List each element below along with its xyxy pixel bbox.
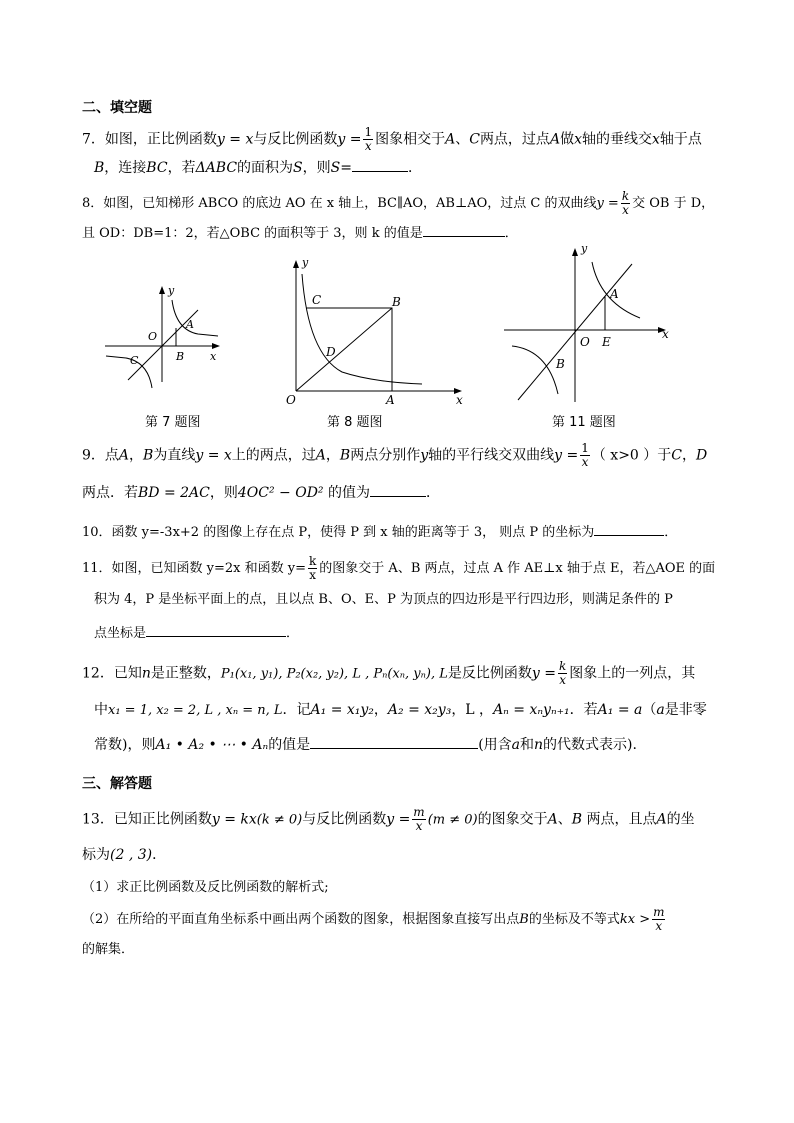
fig8-label-C: C <box>312 293 322 307</box>
q12-line2: 中x₁ = 1, x₂ = 2, L , xₙ = n, L．记A₁ = x₁y₂，A₂ = x₂y₃，L ，Aₙ = xₙyₙ₊₁．若A₁ = a（a是非零 <box>94 702 707 718</box>
q13-fraction: $\frac{m}{x}$ <box>413 805 425 833</box>
q13-line2: 标为(2 , 3)． <box>82 847 167 863</box>
fig11-label-x: x <box>662 327 669 341</box>
q9-fraction: $\frac{1}{x}$ <box>581 441 589 469</box>
q11-line2: 积为 4，P 是坐标平面上的点，且以点 B、O、E、P 为顶点的四边形是平行四边形，则满足条件的 P <box>94 592 673 607</box>
q13-part2-cont: 的解集． <box>82 942 135 957</box>
fig11-label-E: E <box>602 335 611 349</box>
fig8-label-D: D <box>326 345 336 359</box>
q11-line1: 11．如图，已知函数 y=2x 和函数 y= $\frac{k}{x}$ 的图象交于 A、B 两点，过点 A 作 AE⊥x 轴于点 E，若△AOE 的面 <box>82 554 716 582</box>
q7-fraction: $\frac{1}{x}$ <box>364 125 373 153</box>
fig8-y-arrow <box>293 260 299 268</box>
q8-line1: 8．如图，已知梯形 ABCO 的底边 AO 在 x 轴上，BC∥AO，AB⊥AO，过点 C 的双曲线y = $\frac{k}{x}$ 交 OB 于 D， <box>82 189 715 217</box>
q11-fraction: $\frac{k}{x}$ <box>309 554 317 582</box>
fig8-hyperbola <box>302 274 422 384</box>
fig7-y-arrow <box>159 286 165 294</box>
fig7-caption: 第 7 题图 <box>145 415 201 430</box>
q9-answer-blank[interactable] <box>370 482 426 497</box>
q8-fraction: $\frac{k}{x}$ <box>621 189 630 217</box>
q12-line3: 常数)，则A₁ • A₂ • ⋯ • Aₙ的值是 (用含a和n的代数式表示). <box>94 734 734 755</box>
fig7-hyperbola-right <box>172 300 218 336</box>
q10-answer-blank[interactable] <box>594 521 664 536</box>
fig8-label-O: O <box>286 393 296 407</box>
q12-answer-blank[interactable] <box>310 734 478 749</box>
fig7-label-B: B <box>176 350 185 363</box>
fig11-label-A: A <box>610 287 619 301</box>
q8-answer-blank[interactable] <box>423 222 505 237</box>
figure-8 <box>282 254 472 410</box>
q11-answer-blank[interactable] <box>146 622 286 637</box>
section-title-fill-in: 二、填空题 <box>82 100 152 116</box>
fig8-label-B: B <box>392 295 401 309</box>
q13-part2: （2）在所给的平面直角坐标系中画出两个函数的图象，根据图象直接写出点B的坐标及不等式kx > $\frac{m}{x}$ <box>82 905 665 933</box>
q9-line1: 9．点A，B为直线y = x上的两点，过A，B两点分别作y轴的平行线交双曲线y = $\frac{1}{x}$ （ x>0 ）于C，D <box>82 441 708 469</box>
figure-11 <box>500 240 680 406</box>
fig8-caption: 第 8 题图 <box>327 415 383 430</box>
section-title-solutions: 三、解答题 <box>82 776 152 792</box>
fig11-hyperbola-left <box>512 346 558 394</box>
fig8-label-x: x <box>456 393 463 407</box>
fig11-label-O: O <box>580 335 590 349</box>
fig8-label-A: A <box>386 393 395 407</box>
fig7-label-A: A <box>186 318 194 331</box>
fig7-label-C: C <box>130 354 139 367</box>
q9-line2: 两点．若BD = 2AC，则4OC² − OD² 的值为 ． <box>82 482 722 503</box>
q7-line1: 7．如图，正比例函数y = x与反比例函数y = $\frac{1}{x}$ 图象相交于A、C两点，过点A做x轴的垂线交x轴于点 <box>82 125 702 153</box>
q10-line: 10．函数 y=-3x+2 的图像上存在点 P，使得 P 到 x 轴的距离等于 3， 则点 P 的坐标为 ． <box>82 521 722 543</box>
fig8-diagonal-OB <box>296 308 392 391</box>
fig7-label-x: x <box>210 350 217 363</box>
q8-line2: 且 OD：DB=1：2，若△OBC 的面积等于 3，则 k 的值是 ． <box>82 222 722 244</box>
fig7-hyperbola-left <box>106 356 152 388</box>
fig7-label-O: O <box>148 330 158 343</box>
fig11-label-y: y <box>581 242 588 255</box>
q13-part1: （1）求正比例函数及反比例函数的解析式; <box>82 880 329 895</box>
fig11-label-B: B <box>556 357 565 371</box>
fig7-label-y: y <box>168 284 175 297</box>
fig11-y-arrow <box>572 248 578 256</box>
q7-line2: B，连接BC，若ΔABC的面积为S，则S= ． <box>94 157 734 178</box>
q11-line3: 点坐标是 ． <box>94 622 734 644</box>
fig8-trapezoid <box>306 308 392 391</box>
figure-7 <box>100 280 230 390</box>
fig7-x-arrow <box>212 343 220 349</box>
q7-answer-blank[interactable] <box>352 157 408 172</box>
q12-fraction: $\frac{k}{x}$ <box>558 659 567 687</box>
q12-line1: 12．已知n是正整数，P₁(x₁, y₁), P₂(x₂, y₂), L , Pₙ(xₙ, yₙ), L是反比例函数y = $\frac{k}{x}$ 图象上的一列点，其 <box>82 659 696 687</box>
fig8-label-y: y <box>302 256 309 269</box>
q13-line1: 13．已知正比例函数y = kx(k ≠ 0)与反比例函数y = $\frac{m}{x}$ (m ≠ 0)的图象交于A、B 两点，且点A的坐 <box>82 805 695 833</box>
q13-inequality-fraction: $\frac{m}{x}$ <box>653 905 665 933</box>
fig11-caption: 第 11 题图 <box>552 415 616 430</box>
